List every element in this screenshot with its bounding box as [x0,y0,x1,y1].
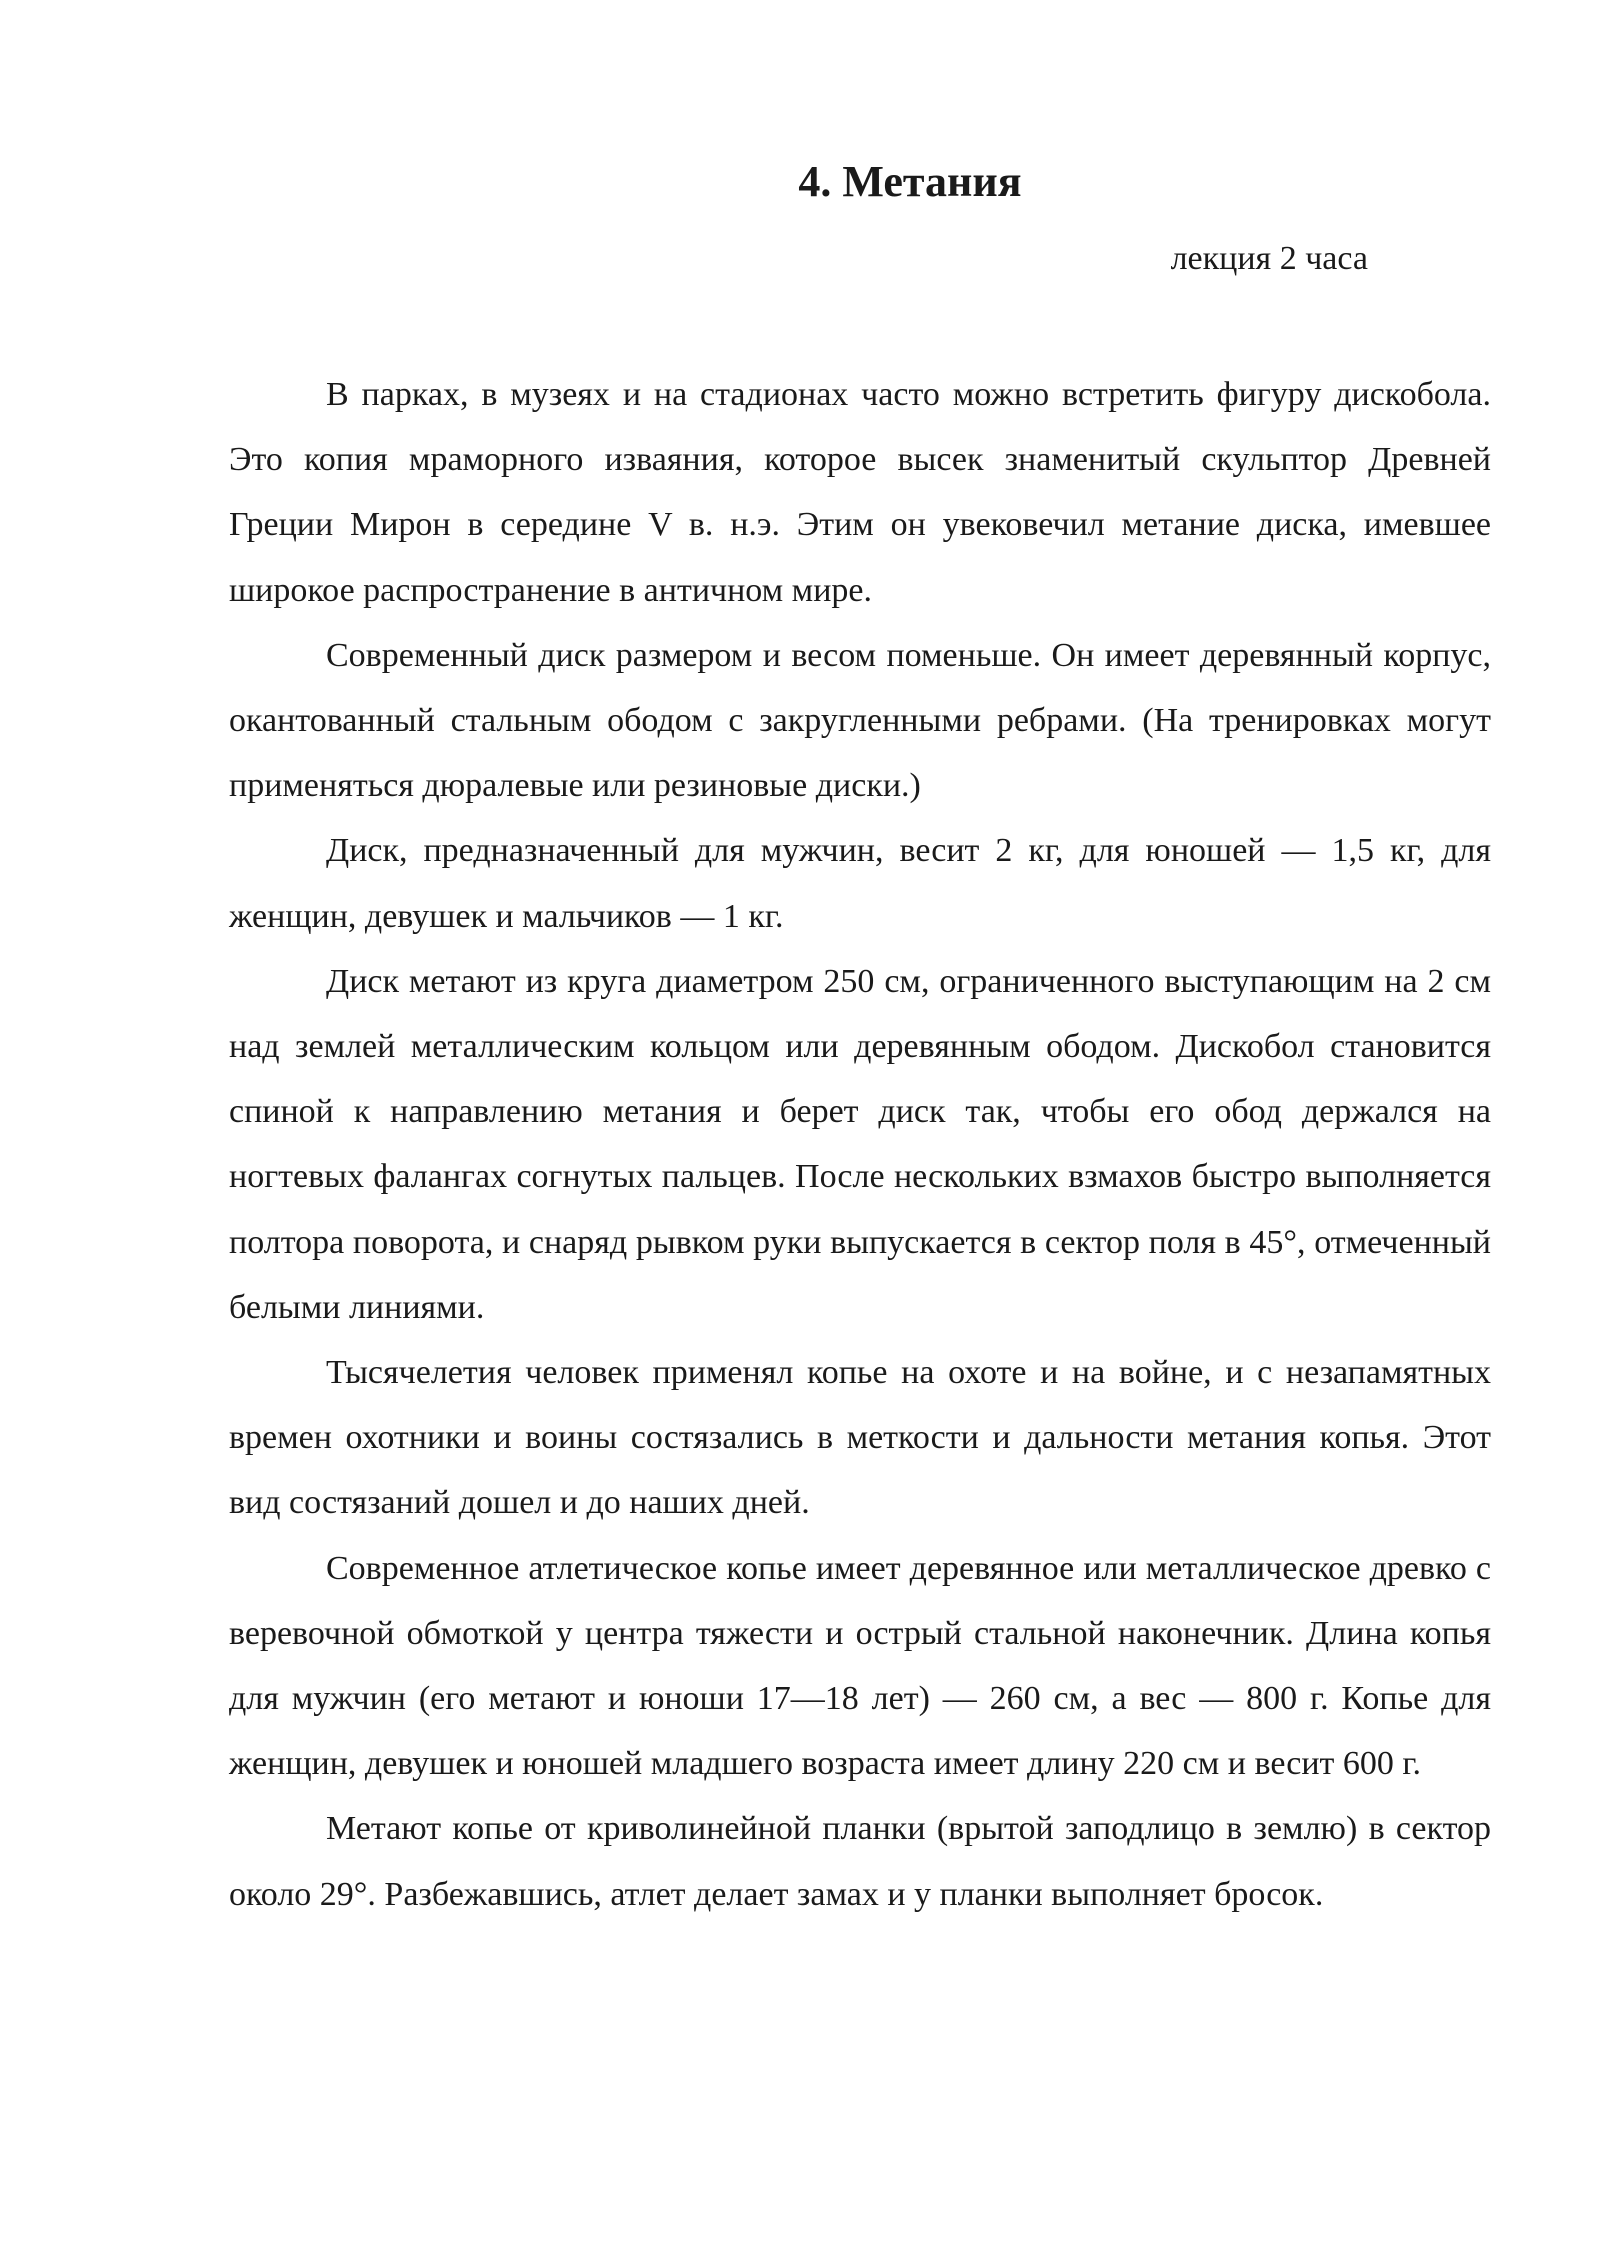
paragraph-discus-weight: Диск, предназначенный для мужчин, весит 2 кг, для юношей — 1,5 кг, для женщин, девушек и мальчиков — 1 кг. [229,832,1491,935]
paragraph-modern-javelin: Современное атлетическое копье имеет деревянное или металлическое древко с веревочной обмоткой у центра тяжести и острый стальной наконечник. Длина копья для мужчин (его метают и юноши 17—18 лет) — 260 см, а вес — 800 г. Копье для женщин, девушек и юношей младшего возраста имеет длину 220 см и весит 600 г. [229,1549,1491,1783]
paragraph-javelin-technique: Метают копье от криволинейной планки (врытой заподлицо в землю) в сектор около 29°. Разбежавшись, атлет делает замах и у планки выполняет бросок. [229,1810,1491,1913]
paragraph-javelin-history: Тысячелетия человек применял копье на охоте и на войне, и с незапамятных времен охотники и воины состязались в меткости и дальности метания копья. Этот вид состязаний дошел и до наших дней. [229,1354,1491,1522]
page-title: 4. Метания [798,157,1022,206]
paragraph-discobolus-intro: В парках, в музеях и на стадионах часто можно встретить фигуру дискобола. Это копия мраморного изваяния, которое высек знаменитый скульптор Древней Греции Мирон в середине V в. н.э. Этим он увековечил метание диска, имевшее широкое распространение в античном мире. [229,376,1491,609]
body-text [229,362,1491,1927]
paragraph-modern-discus: Современный диск размером и весом поменьше. Он имеет деревянный корпус, окантованный стальным ободом с закругленными ребрами. (На тренировках могут применяться дюралевые или резиновые диски.) [229,636,1491,805]
paragraph-discus-technique: Диск метают из круга диаметром 250 см, ограниченного выступающим на 2 см над землей металлическим кольцом или деревянным ободом. Дискобол становится спиной к направлению метания и берет диск так, чтобы его обод держался на ногтевых фалангах согнутых пальцев. После нескольких взмахов быстро выполняется полтора поворота, и снаряд рывком руки выпускается в сектор поля в 45°, отмеченный белыми линиями. [229,962,1491,1326]
lecture-duration: лекция 2 часа [1170,240,1368,277]
